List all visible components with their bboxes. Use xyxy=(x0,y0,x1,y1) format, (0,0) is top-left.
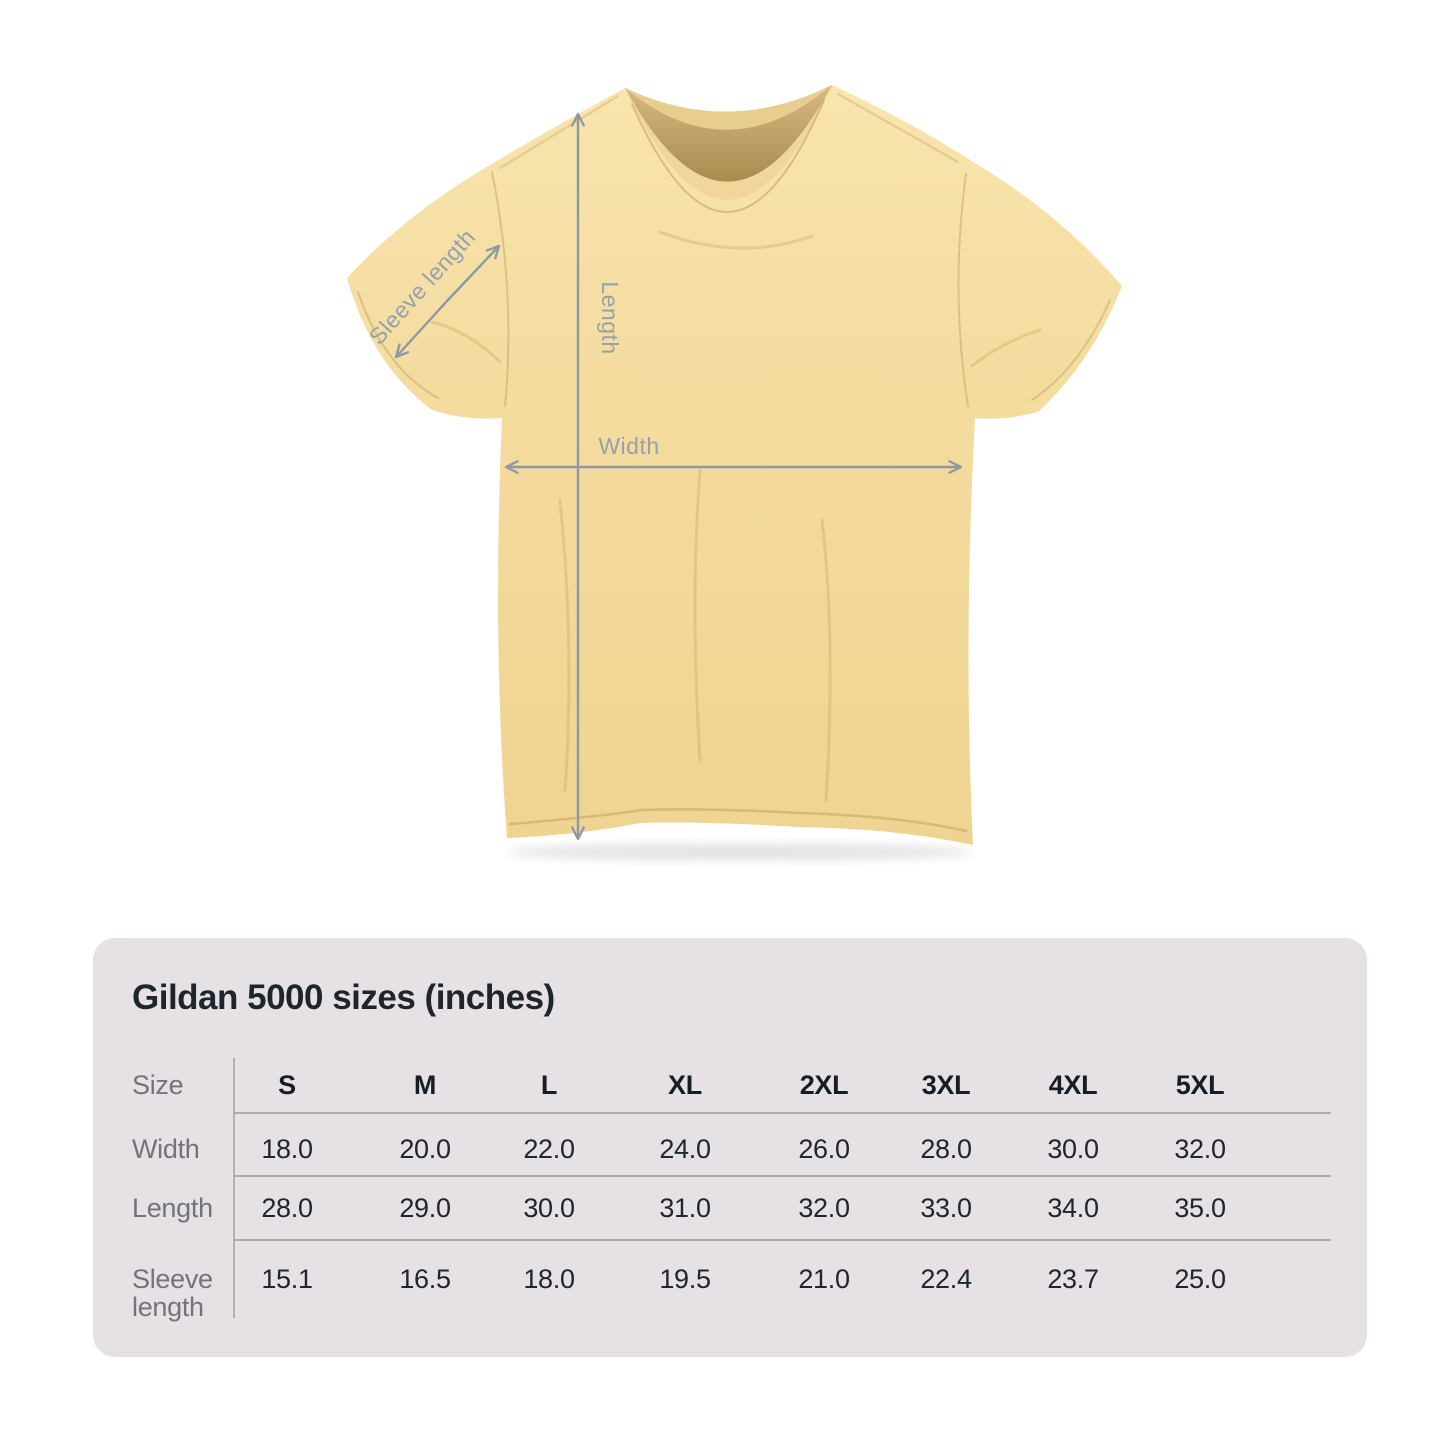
cell-sleeve-length-xl: 19.5 xyxy=(659,1264,711,1294)
table-divider-header xyxy=(234,1112,1331,1114)
sleeve-length-label: Sleeve length xyxy=(363,223,481,350)
cell-length-xl: 31.0 xyxy=(659,1193,711,1223)
cell-length-3xl: 33.0 xyxy=(920,1193,972,1223)
column-header-xl: XL xyxy=(668,1070,702,1100)
cell-sleeve-length-m: 16.5 xyxy=(399,1264,451,1294)
table-divider-row1 xyxy=(234,1175,1331,1177)
tshirt-shadow xyxy=(508,843,972,861)
cell-sleeve-length-4xl: 23.7 xyxy=(1047,1264,1099,1294)
cell-length-s: 28.0 xyxy=(261,1193,313,1223)
cell-width-3xl: 28.0 xyxy=(920,1134,972,1164)
cell-width-2xl: 26.0 xyxy=(798,1134,850,1164)
column-header-s: S xyxy=(278,1070,296,1100)
row-label-sleeve-length: Sleeve length xyxy=(132,1264,213,1322)
column-header-2xl: 2XL xyxy=(799,1070,849,1100)
table-header-size: Size xyxy=(132,1070,184,1100)
cell-sleeve-length-2xl: 21.0 xyxy=(798,1264,850,1294)
cell-width-m: 20.0 xyxy=(399,1134,451,1164)
cell-sleeve-length-s: 15.1 xyxy=(261,1264,313,1294)
column-header-3xl: 3XL xyxy=(921,1070,971,1100)
size-chart-panel xyxy=(93,938,1367,1357)
cell-length-4xl: 34.0 xyxy=(1047,1193,1099,1223)
cell-width-l: 22.0 xyxy=(523,1134,575,1164)
cell-sleeve-length-5xl: 25.0 xyxy=(1174,1264,1226,1294)
cell-length-l: 30.0 xyxy=(523,1193,575,1223)
column-header-l: L xyxy=(540,1070,558,1100)
row-label-width: Width xyxy=(132,1134,200,1164)
length-label: Length xyxy=(597,281,623,355)
table-divider-row2 xyxy=(234,1239,1331,1241)
cell-length-5xl: 35.0 xyxy=(1174,1193,1226,1223)
cell-sleeve-length-l: 18.0 xyxy=(523,1264,575,1294)
column-header-m: M xyxy=(413,1070,437,1100)
cell-length-2xl: 32.0 xyxy=(798,1193,850,1223)
cell-width-4xl: 30.0 xyxy=(1047,1134,1099,1164)
column-header-4xl: 4XL xyxy=(1048,1070,1098,1100)
cell-length-m: 29.0 xyxy=(399,1193,451,1223)
row-label-length: Length xyxy=(132,1193,213,1223)
width-label: Width xyxy=(598,433,660,459)
column-header-5xl: 5XL xyxy=(1175,1070,1225,1100)
panel-title: Gildan 5000 sizes (inches) xyxy=(132,978,555,1017)
cell-width-xl: 24.0 xyxy=(659,1134,711,1164)
cell-sleeve-length-3xl: 22.4 xyxy=(920,1264,972,1294)
cell-width-5xl: 32.0 xyxy=(1174,1134,1226,1164)
cell-width-s: 18.0 xyxy=(261,1134,313,1164)
